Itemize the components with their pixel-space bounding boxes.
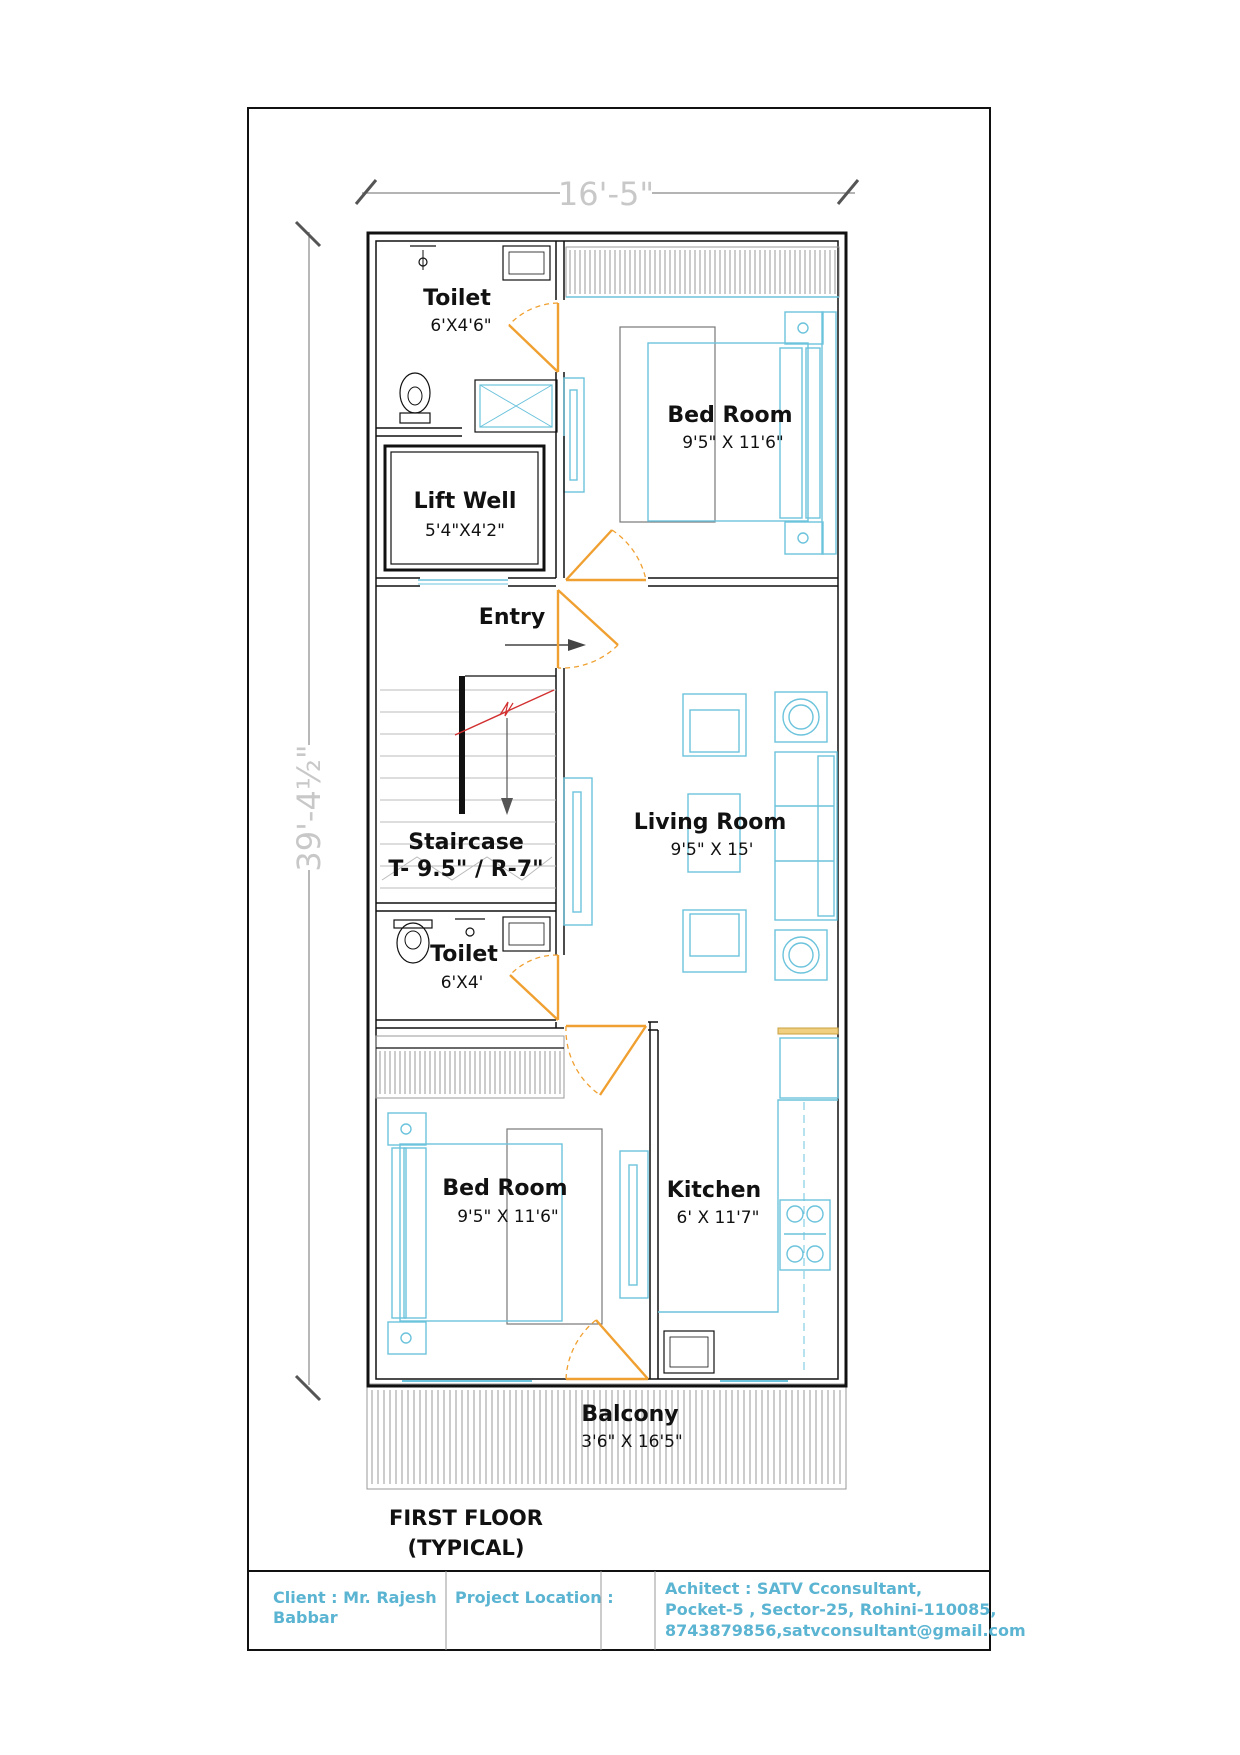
title-block xyxy=(248,1571,1026,1650)
side-table-icon xyxy=(775,692,827,980)
balcony-name: Balcony xyxy=(581,1402,679,1427)
staircase xyxy=(380,676,556,888)
stove-icon xyxy=(780,1200,830,1270)
living-room-name: Living Room xyxy=(633,810,787,835)
floor-title-line2: (TYPICAL) xyxy=(407,1536,525,1560)
sofa-icon xyxy=(775,752,837,920)
architect-line1: Achitect : SATV Cconsultant, xyxy=(665,1579,923,1598)
entry-arrow-icon xyxy=(505,639,586,651)
stair-direction-arrow-icon xyxy=(455,690,554,815)
kitchen-size: 6' X 11'7" xyxy=(676,1208,760,1228)
lift-well-name: Lift Well xyxy=(413,489,517,514)
bedroom-bottom-size: 9'5" X 11'6" xyxy=(457,1207,559,1227)
bedroom-bottom-name: Bed Room xyxy=(442,1176,568,1201)
staircase-treads-risers: T- 9.5" / R-7" xyxy=(388,857,544,882)
interior-walls xyxy=(376,436,838,1379)
toilet-top-name: Toilet xyxy=(423,286,491,311)
shower-icon xyxy=(455,919,485,936)
architect-line3: 8743879856,satvconsultant@gmail.com xyxy=(665,1621,1026,1640)
bedroom-top-name: Bed Room xyxy=(667,403,793,428)
project-location: Project Location : xyxy=(455,1588,614,1607)
kitchen-name: Kitchen xyxy=(666,1178,762,1203)
wash-basin-icon xyxy=(503,246,550,280)
entry xyxy=(479,605,586,651)
shower-icon xyxy=(410,246,436,270)
overall-width-label: 16'-5" xyxy=(557,175,655,213)
staircase-name: Staircase xyxy=(408,830,524,855)
toilet-top xyxy=(376,241,564,436)
living-room xyxy=(564,692,838,1098)
lift-well xyxy=(385,446,544,584)
overall-depth-label: 39'-4½" xyxy=(290,744,328,872)
balcony-size: 3'6" X 16'5" xyxy=(581,1432,683,1452)
client-line2: Babbar xyxy=(273,1608,338,1627)
wash-basin-icon xyxy=(503,917,550,951)
floor-title-line1: FIRST FLOOR xyxy=(389,1506,543,1530)
bedroom-top xyxy=(564,247,839,554)
living-room-size: 9'5" X 15' xyxy=(670,840,754,860)
toilet-top-size: 6'X4'6" xyxy=(430,316,492,336)
bed-icon xyxy=(388,1113,602,1354)
toilet-mid xyxy=(394,917,550,993)
depth-dimension xyxy=(290,222,328,1400)
lift-well-size: 5'4"X4'2" xyxy=(425,521,505,541)
architect-line2: Pocket-5 , Sector-25, Rohini-110085, xyxy=(665,1600,997,1619)
kitchen xyxy=(658,1100,838,1373)
toilet-mid-size: 6'X4' xyxy=(440,973,484,993)
wc-icon xyxy=(400,373,430,423)
toilet-mid-name: Toilet xyxy=(430,942,498,967)
client-line1: Client : Mr. Rajesh xyxy=(273,1588,437,1607)
bedroom-top-size: 9'5" X 11'6" xyxy=(682,433,784,453)
width-dimension xyxy=(356,175,858,213)
wc-icon xyxy=(394,920,432,963)
entry-label: Entry xyxy=(478,605,546,630)
